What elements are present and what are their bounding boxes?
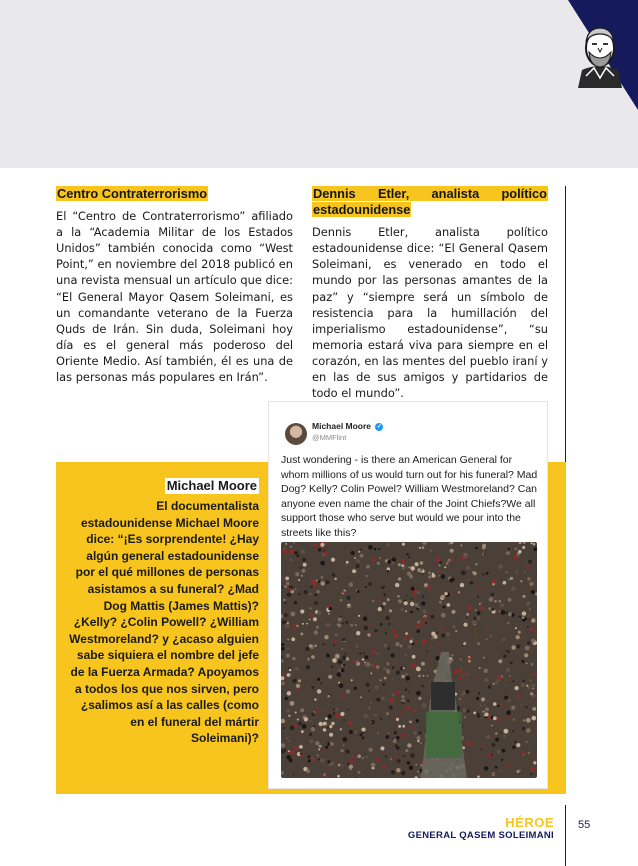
verified-badge-icon: ✓ (376, 423, 382, 430)
left-column (56, 186, 293, 385)
funeral-crowd-photo (281, 542, 537, 778)
left-column-body: El “Centro de Contraterrorismo” afiliado a la “Academia Militar de los Estados Unidos” también conocida como “West Point,” en noviembre del 2018 publicó en una revista mensual un artículo que dice: “El General Mayor Qasem Soleimani, es un comandante veterano de la Fuerza Quds de Irán. Sin duda, Soleimani hoy día es el general más poderoso del Oriente Medio. Así también, él es una de las personas más populares en Irán”. (56, 209, 293, 385)
top-background-band (0, 0, 638, 168)
footer-divider (565, 805, 566, 866)
tweet-text: Just wondering - is there an American General for whom millions of us would turn out for his funeral? Mad Dog? Kelly? Colin Powel? William Westmoreland? Can anyone even name the chair of the Joint Chiefs?We all support those who serve but would we pour into the streets like this? (281, 454, 538, 539)
page-number: 55 (578, 819, 591, 831)
avatar (285, 423, 307, 445)
tweet-card (269, 402, 547, 788)
magazine-title: HÉROE (505, 815, 554, 830)
tweet-handle: @MMFlint (312, 433, 347, 442)
panel-title: Michael Moore (166, 478, 257, 493)
left-column-heading: Centro Contraterrorismo (57, 186, 208, 201)
soleimani-portrait-illustration (570, 18, 630, 88)
tweet-author-row (312, 421, 383, 431)
michael-moore-quote (64, 478, 259, 747)
panel-body: El documentalista estadounidense Michael Moore dice: “¡Es sorprendente! ¿Hay algún general estadounidense por el qué millones de personas asistamos a su funeral? ¿Mad Dog Mattis (James Mattis)? ¿Kelly? ¿Colin Powell? ¿William Westmoreland? y ¿acaso alguien sabe siquiera el nombre del jefe de la Fuerza Armada? Apoyamos a todos los que nos sirven, pero ¿salimos así a las calles (como en el funeral del mártir Soleimani)? (69, 499, 259, 746)
right-column (312, 186, 548, 401)
magazine-subtitle: GENERAL QASEM SOLEIMANI (407, 830, 554, 841)
right-column-body: Dennis Etler, analista político estadounidense dice: “El General Qasem Soleimani, es venerado en todo el mundo por las personas amantes de la paz” y “siempre será un símbolo de resistencia para la humillación del imperialismo estadounidense”, “su memoria estará viva para siempre en el corazón, en las mentes del pueblo iraní y en las de sus amigos y partidarios de todo el mundo”. (312, 225, 548, 401)
right-column-heading: Dennis Etler, analista político estadounidense (313, 186, 547, 218)
tweet-author-name: Michael Moore (312, 421, 372, 431)
